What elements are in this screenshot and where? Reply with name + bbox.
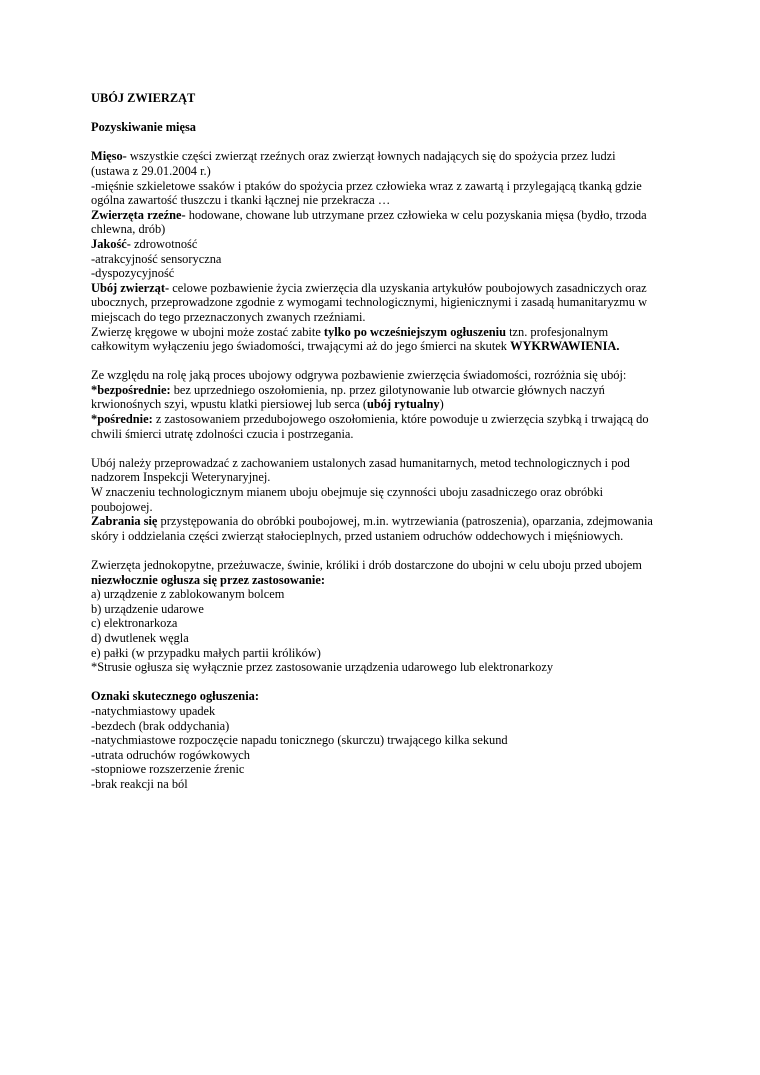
- list-item: -bezdech (brak oddychania): [91, 718, 230, 733]
- list-item: a) urządzenie z zablokowanym bolcem: [91, 587, 285, 602]
- text-line: ogólna zawartość tłuszczu i tkanki łącznej nie przekracza …: [91, 193, 391, 208]
- text-line: poubojowej.: [91, 499, 153, 514]
- paragraph-rules: [91, 456, 679, 544]
- list-item: -natychmiastowy upadek: [91, 703, 216, 718]
- text-line: Zwierzęta jednokopytne, przeżuwacze, świnie, króliki i drób dostarczone do ubojni w celu uboju przed ubojem: [91, 558, 642, 572]
- text-line: Zabrania się przystępowania do obróbki poubojowej, m.in. wytrzewiania (patroszenia), oparzania, zdejmowania: [91, 514, 653, 529]
- text-line: skóry i oddzielania części zwierząt stałocieplnych, przed ustaniem odruchów oddechowych i mięśniowych.: [91, 528, 624, 543]
- text-line: Ze względu na rolę jaką proces ubojowy odgrywa pozbawienie zwierzęcia świadomości, rozróżnia się ubój:: [91, 368, 627, 383]
- document-title: UBÓJ ZWIERZĄT: [91, 91, 196, 105]
- text-line: *bezpośrednie: bez uprzedniego oszołomienia, np. przez gilotynowanie lub otwarcie głównych naczyń: [91, 382, 605, 397]
- text-line: chlewna, drób): [91, 222, 166, 237]
- document-body: [91, 91, 679, 792]
- text-line: chwili śmierci utratę zdolności czucia i postrzegania.: [91, 426, 354, 441]
- text-line: -mięśnie szkieletowe ssaków i ptaków do spożycia przez człowieka wraz z zawartą i przylegającą tkanką gdzie: [91, 178, 642, 193]
- text-line: *Strusie ogłusza się wyłącznie przez zastosowanie urządzenia udarowego lub elektronarkozy: [91, 660, 554, 675]
- text-line: Ubój zwierząt- celowe pozbawienie życia zwierzęcia dla uzyskania artykułów poubojowych zasadniczych oraz: [91, 280, 647, 295]
- text-line: W znaczeniu technologicznym mianem uboju obejmuje się czynności uboju zasadniczego oraz obróbki: [91, 485, 604, 500]
- text-line: krwionośnych szyi, wpustu klatki piersiowej lub serca (ubój rytualny): [91, 397, 444, 412]
- text-line: ubocznych, przeprowadzone zgodnie z wymogami technologicznymi, higienicznymi i zasadą humanitaryzmu w: [91, 295, 648, 310]
- list-item: c) elektronarkoza: [91, 616, 178, 631]
- list-item: -brak reakcji na ból: [91, 776, 188, 791]
- paragraph-stunning-methods: [91, 558, 679, 675]
- list-item: -stopniowe rozszerzenie źrenic: [91, 762, 245, 777]
- paragraph-definitions: [91, 149, 679, 353]
- text-line: Zwierzęta rzeźne- hodowane, chowane lub utrzymane przez człowieka w celu pozyskania mięsa (bydło, trzoda: [91, 207, 647, 222]
- text-line: -dyspozycyjność: [91, 266, 175, 281]
- list-item: -utrata odruchów rogówkowych: [91, 747, 250, 762]
- paragraph-stunning-signs: [91, 689, 679, 791]
- text-line: -atrakcyjność sensoryczna: [91, 251, 222, 266]
- list-item: b) urządzenie udarowe: [91, 601, 204, 616]
- section-heading: Pozyskiwanie mięsa: [91, 120, 196, 135]
- text-line: niezwłocznie ogłusza się przez zastosowanie:: [91, 572, 325, 587]
- text-line: nadzorem Inspekcji Weterynaryjnej.: [91, 470, 271, 485]
- text-line: Ubój należy przeprowadzać z zachowaniem ustalonych zasad humanitarnych, metod technologicznych i pod: [91, 455, 630, 470]
- text-line: Mięso- wszystkie części zwierząt rzeźnych oraz zwierząt łownych nadających się do spożycia przez ludzi: [91, 149, 616, 164]
- text-line: *pośrednie: z zastosowaniem przedubojowego oszołomienia, które powoduje u zwierzęcia szybką i trwającą do: [91, 412, 649, 427]
- list-item: e) pałki (w przypadku małych partii królików): [91, 645, 321, 660]
- text-line: całkowitym wyłączeniu jego świadomości, trwającymi aż do jego śmierci na skutek WYKRWAWIENIA.: [91, 339, 620, 354]
- text-line: miejscach do tego przeznaczonych zwanych rzeźniami.: [91, 309, 366, 324]
- list-item: -natychmiastowe rozpoczęcie napadu tonicznego (skurczu) trwającego kilka sekund: [91, 733, 508, 748]
- text-line: Zwierzę kręgowe w ubojni może zostać zabite tylko po wcześniejszym ogłuszeniu tzn. profesjonalnym: [91, 324, 609, 339]
- section-heading: Oznaki skutecznego ogłuszenia:: [91, 689, 259, 704]
- text-line: Jakość- zdrowotność: [91, 236, 198, 251]
- text-line: (ustawa z 29.01.2004 r.): [91, 163, 211, 178]
- paragraph-slaughter-types: [91, 368, 679, 441]
- list-item: d) dwutlenek węgla: [91, 630, 189, 645]
